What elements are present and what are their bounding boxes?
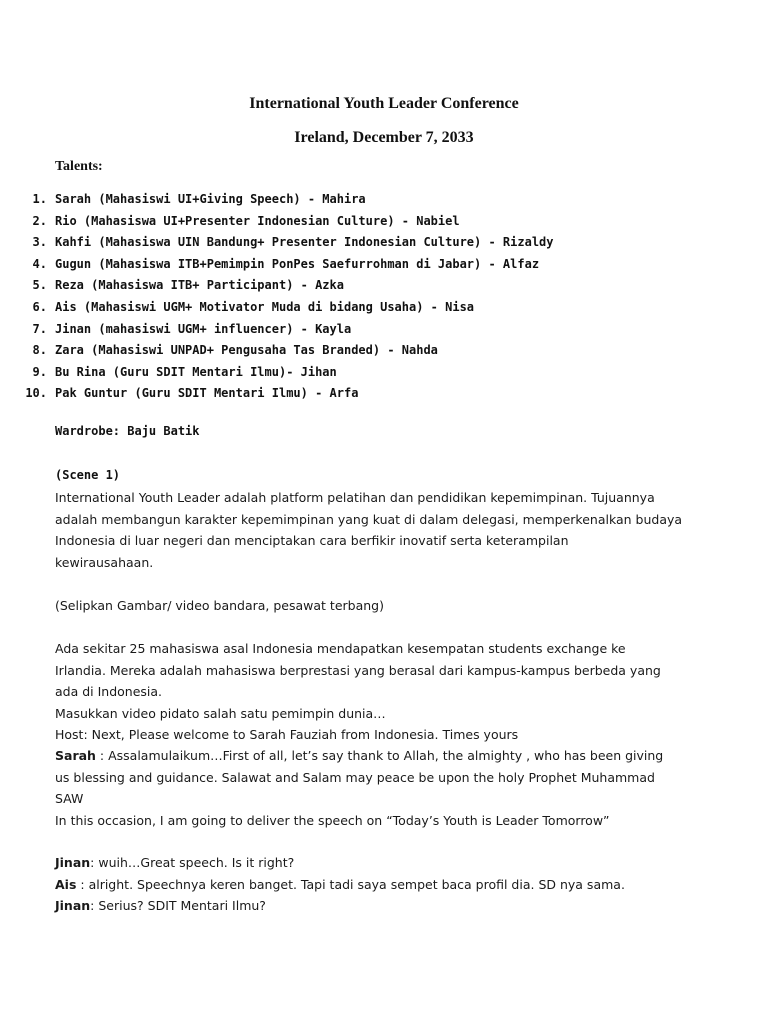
document-title: International Youth Leader Conference: [249, 95, 519, 112]
talents-label: Talents:: [55, 159, 103, 174]
dialog-block: [55, 852, 715, 917]
list-item: 2. Rio (Mahasiswa UI+Presenter Indonesian Culture) - Nabiel: [32, 213, 460, 228]
narration-paragraph: Ada sekitar 25 mahasiswa asal Indonesia mendapatkan kesempatan students exchange ke Irlandia. Mereka adalah mahasiswa berprestasi yang berasal dari kampus-kampus berbeda yang ada di Indonesia. Masukkan video pidato salah satu pemimpin dunia… Host: Next, Please welcome to Sarah Fauziah from Indonesia. Times yours: [55, 641, 661, 742]
insert-note: (Selipkan Gambar/ video bandara, pesawat terbang): [55, 598, 384, 613]
list-item: 6. Ais (Mahasiswi UGM+ Motivator Muda di bidang Usaha) - Nisa: [32, 299, 475, 314]
list-item: 3. Kahfi (Mahasiswa UIN Bandung+ Presenter Indonesian Culture) - Rizaldy: [32, 235, 554, 250]
dialog-line: Ais : alright. Speechnya keren banget. Tapi tadi saya sempet baca profil dia. SD nya sama.: [55, 876, 625, 892]
speaker-name: Ais: [55, 876, 77, 892]
list-item: 4. Gugun (Mahasiswa ITB+Pemimpin PonPes Saefurrohman di Jabar) - Alfaz: [32, 256, 540, 271]
wardrobe-line: Wardrobe: Baju Batik: [55, 424, 200, 438]
speaker-name: Jinan: [55, 898, 91, 913]
list-item: 1. Sarah (Mahasiswi UI+Giving Speech) - Mahira: [32, 192, 366, 206]
scene-heading: (Scene 1): [55, 468, 121, 482]
speaker-name: Jinan: [55, 855, 91, 870]
sarah-speech: Sarah : Assalamulaikum…First of all, let’s say thank to Allah, the almighty , who has been giving us blessing and guidance. Salawat and Salam may peace be upon the holy Prophet Muhammad SAW In this occasion, I am going to deliver the speech on “Today’s Youth is Leader Tomorrow”: [55, 748, 664, 828]
list-item: 8. Zara (Mahasiswi UNPAD+ Pengusaha Tas Branded) - Nahda: [32, 343, 438, 358]
document-subtitle: Ireland, December 7, 2033: [294, 129, 474, 146]
speaker-name: Sarah: [55, 748, 96, 763]
list-item: 9. Bu Rina (Guru SDIT Mentari Ilmu)- Jihan: [32, 364, 337, 379]
list-item: 5. Reza (Mahasiswa ITB+ Participant) - Azka: [32, 278, 344, 293]
list-item: 7. Jinan (mahasiswi UGM+ influencer) - Kayla: [32, 321, 352, 336]
scene-intro-paragraph: International Youth Leader adalah platform pelatihan dan pendidikan kepemimpinan. Tujuannya adalah membangun karakter kepemimpinan yang kuat di dalam delegasi, memperkenalkan budaya Indonesia di luar negeri dan menciptakan cara berfikir inovatif serta keterampilan kewirausahaan.: [55, 490, 683, 570]
dialog-line: Jinan: Serius? SDIT Mentari Ilmu?: [55, 898, 266, 913]
talents-list: [0, 189, 768, 405]
dialog-line: Jinan: wuih…Great speech. Is it right?: [55, 855, 295, 870]
list-item: 10. Pak Guntur (Guru SDIT Mentari Ilmu) - Arfa: [25, 386, 359, 401]
